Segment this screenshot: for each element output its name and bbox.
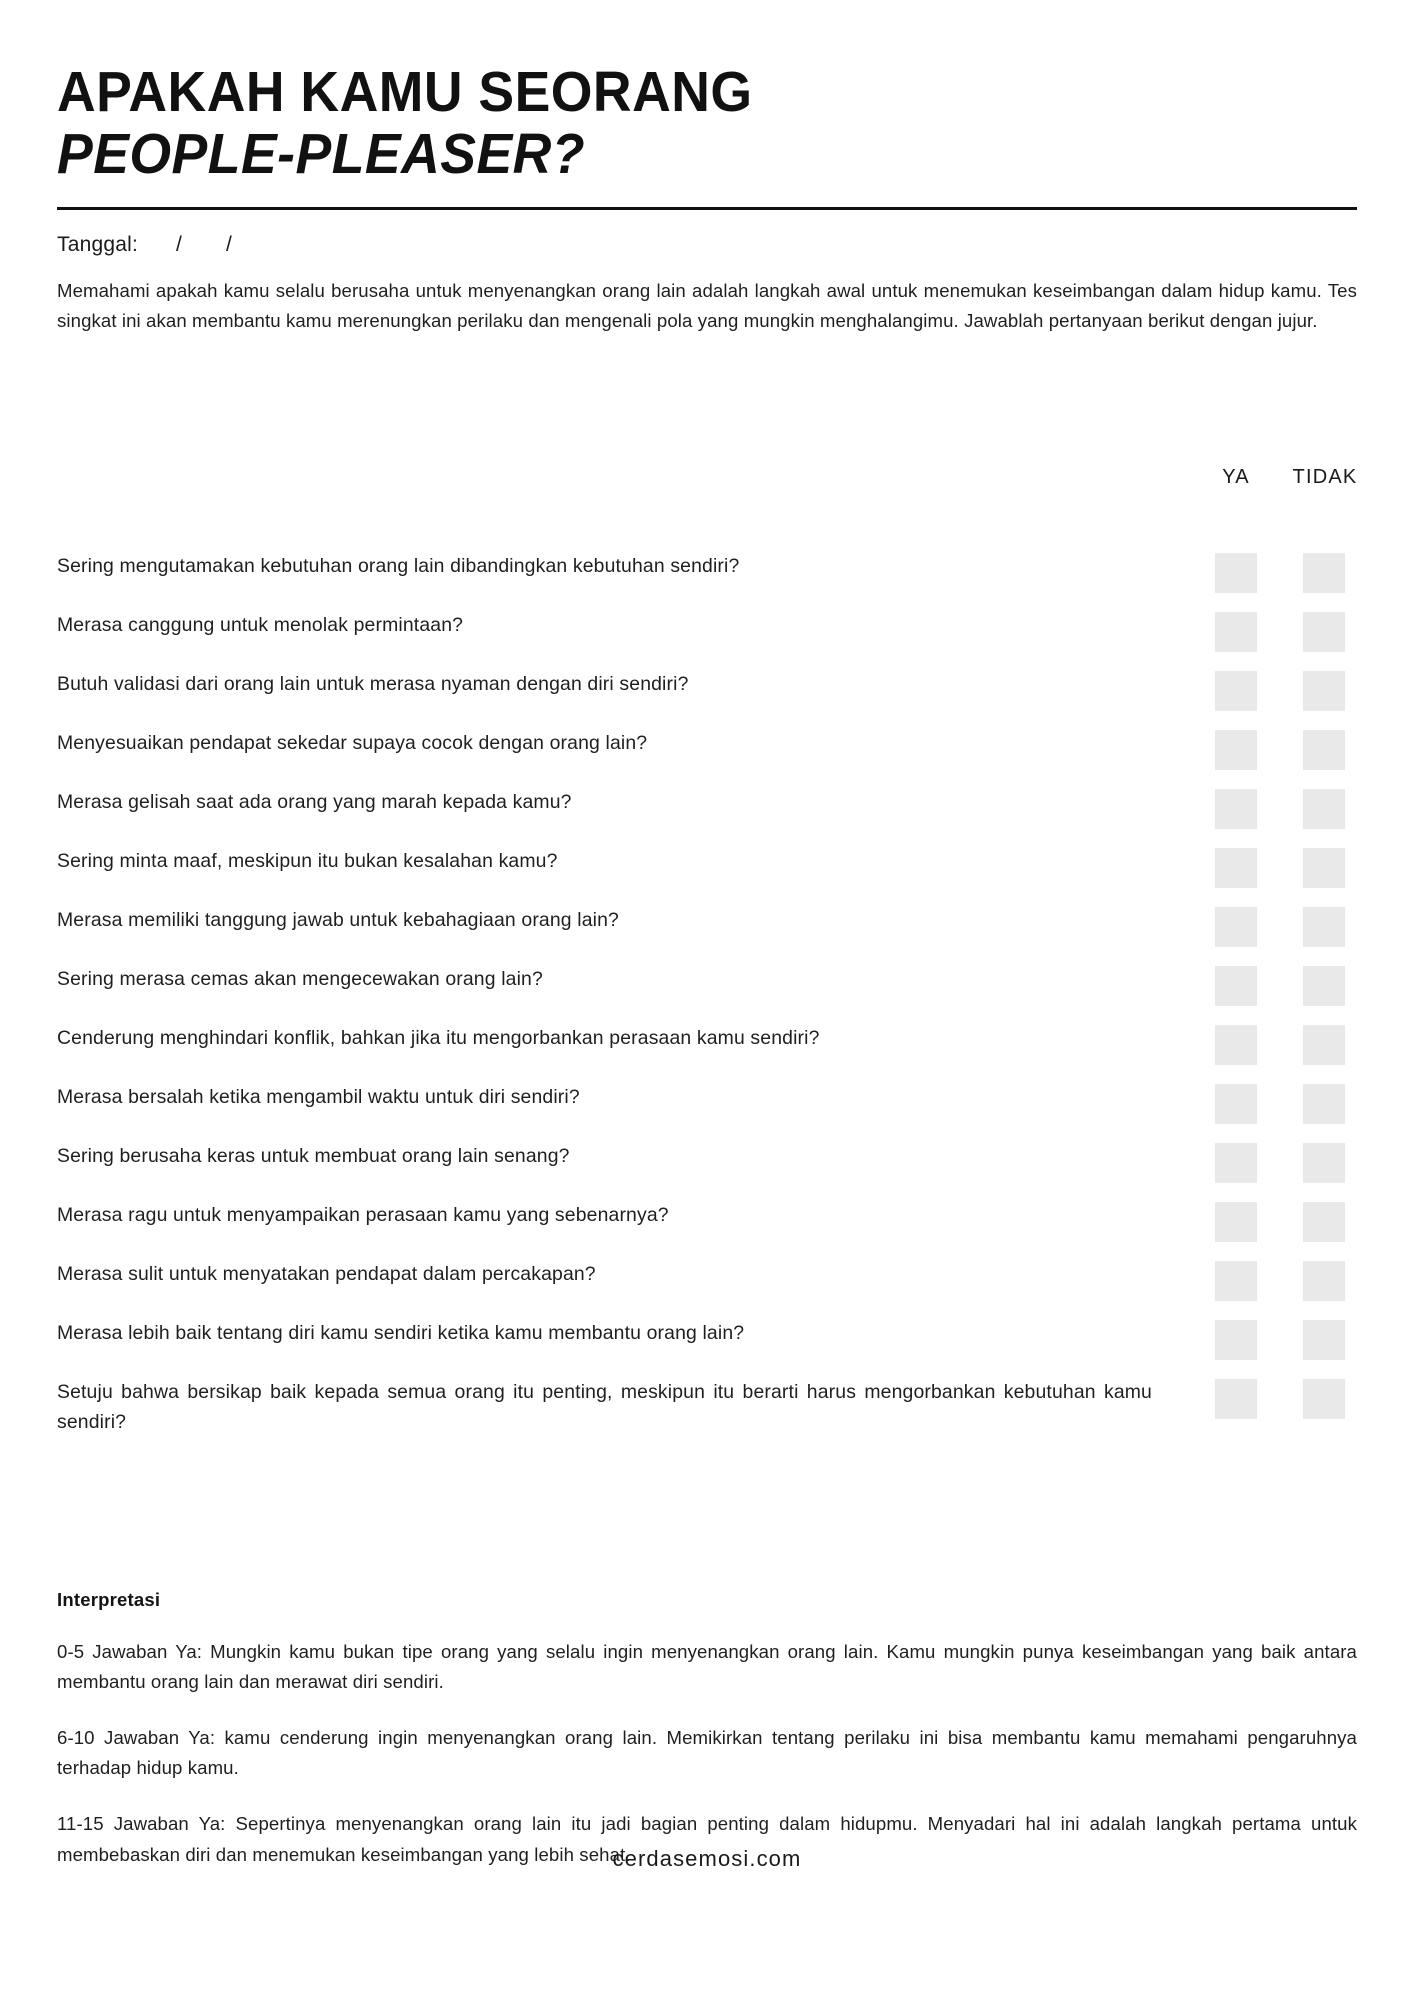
- answer-boxes: [1152, 1084, 1357, 1126]
- answer-boxes: [1152, 612, 1357, 654]
- answer-boxes: [1152, 1261, 1357, 1303]
- checkbox-ya[interactable]: [1215, 671, 1257, 711]
- question-text: Butuh validasi dari orang lain untuk merasa nyaman dengan diri sendiri?: [57, 673, 689, 695]
- checkbox-tidak[interactable]: [1303, 612, 1345, 652]
- question-row: [57, 1200, 1357, 1247]
- interpretation-paragraph: 0-5 Jawaban Ya: Mungkin kamu bukan tipe orang yang selalu ingin menyenangkan orang lain. Kamu mungkin punya keseimbangan yang baik antara membantu orang lain dan merawat diri sendiri.: [57, 1641, 1357, 1693]
- checkbox-ya[interactable]: [1215, 1084, 1257, 1124]
- question-text: Setuju bahwa bersikap baik kepada semua orang itu penting, meskipun itu berarti harus mengorbankan kebutuhan kamu sendiri?: [57, 1381, 1152, 1434]
- question-row: [57, 1318, 1357, 1365]
- answer-boxes: [1152, 1320, 1357, 1362]
- answer-boxes: [1152, 789, 1357, 831]
- answer-boxes: [1152, 1379, 1357, 1421]
- question-row: [57, 787, 1357, 834]
- question-text: Merasa bersalah ketika mengambil waktu untuk diri sendiri?: [57, 1086, 580, 1108]
- column-header-ya: YA: [1222, 466, 1250, 488]
- checkbox-ya[interactable]: [1215, 907, 1257, 947]
- question-text: Merasa canggung untuk menolak permintaan?: [57, 614, 464, 636]
- checkbox-tidak[interactable]: [1303, 553, 1345, 593]
- answer-boxes: [1152, 671, 1357, 713]
- answer-column-headers: [0, 466, 1414, 496]
- title-divider: [57, 207, 1357, 210]
- question-text: Merasa gelisah saat ada orang yang marah kepada kamu?: [57, 791, 572, 813]
- checkbox-tidak[interactable]: [1303, 1379, 1345, 1419]
- question-row: [57, 1259, 1357, 1306]
- answer-boxes: [1152, 553, 1357, 595]
- question-row: [57, 669, 1357, 716]
- interpretation-title: Interpretasi: [57, 1589, 161, 1610]
- interpretation-paragraph: 11-15 Jawaban Ya: Sepertinya menyenangkan orang lain itu jadi bagian penting dalam hidupmu. Menyadari hal ini adalah langkah pertama untuk membebaskan diri dan menemukan keseimbangan yang lebih sehat.: [57, 1813, 1357, 1865]
- checkbox-tidak[interactable]: [1303, 730, 1345, 770]
- checkbox-tidak[interactable]: [1303, 789, 1345, 829]
- interpretation-paragraph: 6-10 Jawaban Ya: kamu cenderung ingin menyenangkan orang lain. Memikirkan tentang perilaku ini bisa membantu kamu memahami pengaruhnya terhadap hidup kamu.: [57, 1727, 1357, 1779]
- checkbox-tidak[interactable]: [1303, 1025, 1345, 1065]
- question-row: [57, 728, 1357, 775]
- checkbox-ya[interactable]: [1215, 730, 1257, 770]
- question-text: Merasa memiliki tanggung jawab untuk kebahagiaan orang lain?: [57, 909, 619, 931]
- checkbox-ya[interactable]: [1215, 1379, 1257, 1419]
- checkbox-tidak[interactable]: [1303, 671, 1345, 711]
- checkbox-tidak[interactable]: [1303, 1084, 1345, 1124]
- checkbox-tidak[interactable]: [1303, 1202, 1345, 1242]
- column-header-tidak: TIDAK: [1292, 466, 1358, 488]
- checkbox-ya[interactable]: [1215, 789, 1257, 829]
- answer-boxes: [1152, 1025, 1357, 1067]
- interpretation-section: [57, 1589, 1357, 1870]
- question-text: Sering minta maaf, meskipun itu bukan kesalahan kamu?: [57, 850, 558, 872]
- checkbox-ya[interactable]: [1215, 966, 1257, 1006]
- question-row: [57, 610, 1357, 657]
- question-text: Merasa ragu untuk menyampaikan perasaan kamu yang sebenarnya?: [57, 1204, 669, 1226]
- question-text: Sering merasa cemas akan mengecewakan orang lain?: [57, 968, 543, 990]
- footer-website[interactable]: cerdasemosi.com: [612, 1846, 802, 1871]
- date-separator-2: /: [226, 233, 233, 257]
- title-block: [57, 0, 1357, 210]
- question-text: Sering berusaha keras untuk membuat orang lain senang?: [57, 1145, 570, 1167]
- checkbox-ya[interactable]: [1215, 1320, 1257, 1360]
- checkbox-tidak[interactable]: [1303, 1320, 1345, 1360]
- questions-list: [57, 551, 1357, 1437]
- checkbox-ya[interactable]: [1215, 553, 1257, 593]
- answer-boxes: [1152, 966, 1357, 1008]
- question-text: Merasa lebih baik tentang diri kamu sendiri ketika kamu membantu orang lain?: [57, 1322, 745, 1344]
- checkbox-tidak[interactable]: [1303, 1261, 1345, 1301]
- answer-boxes: [1152, 730, 1357, 772]
- question-row: [57, 846, 1357, 893]
- answer-boxes: [1152, 848, 1357, 890]
- question-row: [57, 905, 1357, 952]
- checkbox-ya[interactable]: [1215, 612, 1257, 652]
- checkbox-ya[interactable]: [1215, 848, 1257, 888]
- question-text: Menyesuaikan pendapat sekedar supaya cocok dengan orang lain?: [57, 732, 648, 754]
- answer-boxes: [1152, 1202, 1357, 1244]
- answer-boxes: [1152, 907, 1357, 949]
- question-text: Cenderung menghindari konflik, bahkan jika itu mengorbankan perasaan kamu sendiri?: [57, 1027, 820, 1049]
- checkbox-tidak[interactable]: [1303, 966, 1345, 1006]
- checkbox-ya[interactable]: [1215, 1261, 1257, 1301]
- question-text: Merasa sulit untuk menyatakan pendapat dalam percakapan?: [57, 1263, 596, 1285]
- question-row: [57, 551, 1357, 598]
- page-title-line-1: APAKAH KAMU SEORANG: [57, 60, 753, 124]
- question-row: [57, 1141, 1357, 1188]
- date-row: [57, 233, 1357, 257]
- date-separator-1: /: [176, 233, 183, 257]
- question-row: [57, 1377, 1357, 1437]
- checkbox-ya[interactable]: [1215, 1143, 1257, 1183]
- checkbox-ya[interactable]: [1215, 1202, 1257, 1242]
- date-label: Tanggal:: [57, 233, 138, 257]
- question-row: [57, 964, 1357, 1011]
- checkbox-tidak[interactable]: [1303, 1143, 1345, 1183]
- answer-boxes: [1152, 1143, 1357, 1185]
- checkbox-tidak[interactable]: [1303, 907, 1345, 947]
- checkbox-tidak[interactable]: [1303, 848, 1345, 888]
- checkbox-ya[interactable]: [1215, 1025, 1257, 1065]
- question-row: [57, 1023, 1357, 1070]
- intro-paragraph: Memahami apakah kamu selalu berusaha untuk menyenangkan orang lain adalah langkah awal untuk menemukan keseimbangan dalam hidup kamu. Tes singkat ini akan membantu kamu merenungkan perilaku dan mengenali pola yang mungkin menghalangimu. Jawablah pertanyaan berikut dengan jujur.: [57, 280, 1357, 332]
- page-title-line-2: PEOPLE-PLEASER?: [57, 121, 586, 186]
- question-row: [57, 1082, 1357, 1129]
- question-text: Sering mengutamakan kebutuhan orang lain dibandingkan kebutuhan sendiri?: [57, 555, 740, 577]
